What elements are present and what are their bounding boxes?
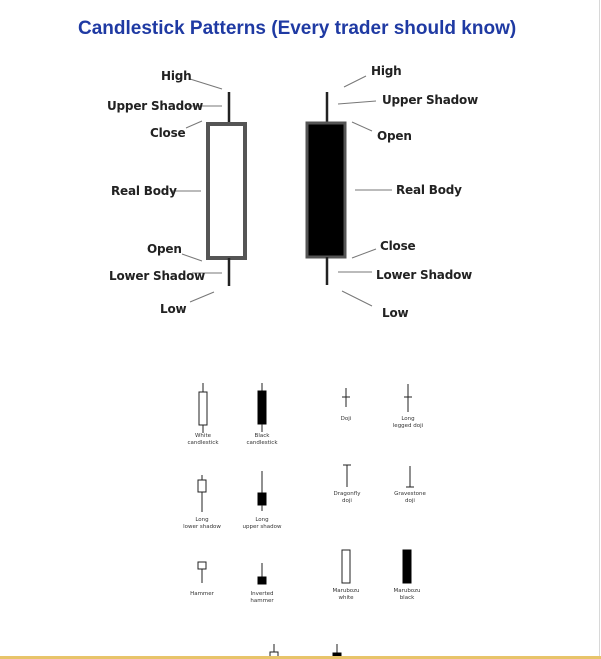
label-white-high: High (161, 69, 192, 83)
long-lower-shadow-icon (198, 475, 206, 512)
label-white-low: Low (160, 302, 187, 316)
long-legged-doji-icon (404, 384, 412, 412)
caption-marubozu-white: Marubozu white (332, 588, 360, 601)
inverted-hammer-icon (258, 563, 266, 584)
caption-white-candlestick: White candlestick (187, 433, 219, 446)
marubozu-black-icon (403, 550, 411, 583)
caption-doji: Doji (340, 416, 352, 422)
label-white-real-body: Real Body (111, 184, 177, 198)
label-black-close: Close (380, 239, 416, 253)
label-black-low: Low (382, 306, 409, 320)
label-black-lower-shadow: Lower Shadow (376, 268, 473, 282)
long-upper-shadow-icon (258, 471, 266, 511)
black-candlestick-icon (258, 383, 266, 432)
caption-gravestone-doji: Gravestone doji (394, 491, 426, 504)
page-title: Candlestick Patterns (Every trader should know) (78, 18, 517, 39)
caption-dragonfly-doji: Dragonfly doji (333, 491, 361, 504)
hammer-icon (198, 562, 206, 583)
label-black-open: Open (377, 129, 412, 143)
caption-long-upper-shadow: Long upper shadow (242, 517, 282, 530)
caption-hammer: Hammer (190, 591, 214, 597)
caption-long-lower-shadow: Long lower shadow (183, 517, 221, 530)
label-white-lower-shadow: Lower Shadow (109, 269, 206, 283)
dragonfly-doji-icon (343, 465, 351, 487)
label-white-open: Open (147, 242, 182, 256)
caption-marubozu-black: Marubozu black (393, 588, 421, 601)
label-black-real-body: Real Body (396, 183, 462, 197)
gravestone-doji-icon (406, 466, 414, 487)
doji-icon (342, 388, 350, 407)
caption-long-legged-doji: Long legged doji (392, 416, 424, 429)
label-black-high: High (371, 64, 402, 78)
white-candlestick-icon (199, 383, 207, 433)
label-white-close: Close (150, 126, 186, 140)
label-black-upper-shadow: Upper Shadow (382, 93, 478, 107)
caption-black-candlestick: Black candlestick (246, 433, 278, 446)
marubozu-white-icon (342, 550, 350, 583)
label-white-upper-shadow: Upper Shadow (107, 99, 203, 113)
caption-inverted-hammer: Inverted hammer (250, 591, 274, 604)
